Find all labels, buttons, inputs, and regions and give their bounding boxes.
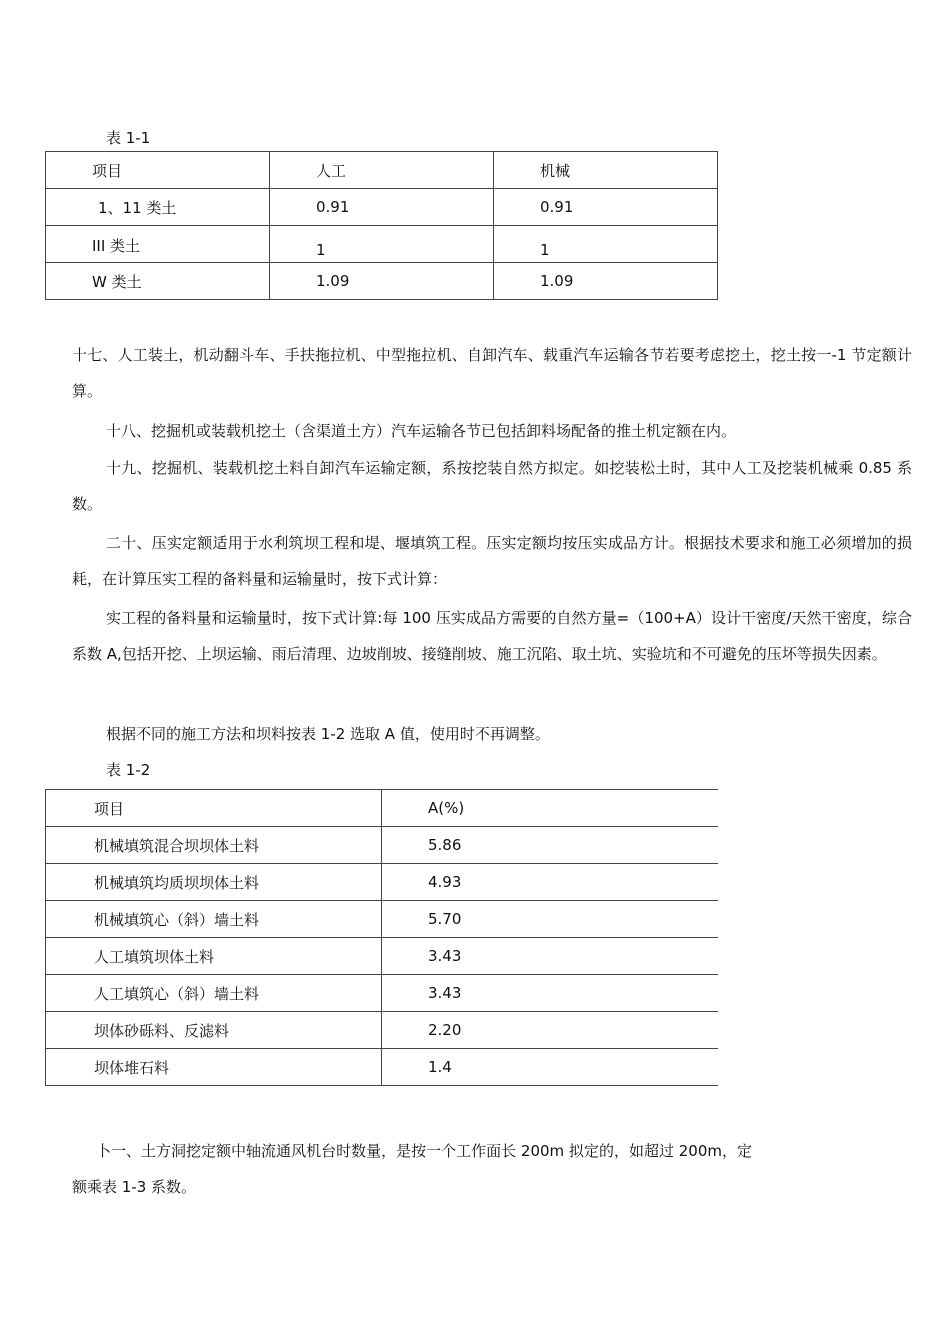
table-row [46, 901, 718, 938]
paragraph-20b: 实工程的备料量和运输量时，按下式计算:每 100 压实成品方需要的自然方量=（100+A）设计干密度/天然干密度，综合系数 A,包括开挖、上坝运输、雨后清理、边坡削坡、接缝削坡、施工沉陷、取土坑、实验坑和不可避免的压坏等损失因素。 [72, 609, 912, 663]
paragraph-19: 十九、挖掘机、装载机挖土料自卸汽车运输定额，系按挖装自然方拟定。如挖装松土时，其中人工及挖装机械乘 0.85 系数。 [72, 459, 912, 513]
table-cell: 人工填筑坝体土料 [46, 938, 382, 975]
table-cell: 2.20 [382, 1012, 718, 1049]
table-cell: 坝体堆石料 [46, 1049, 382, 1086]
table-cell: W 类土 [46, 263, 270, 300]
table-cell: 机械填筑均质坝坝体土料 [46, 864, 382, 901]
table-cell: 1 [270, 226, 494, 263]
table-row [46, 263, 718, 300]
table-row [46, 864, 718, 901]
table-row [46, 827, 718, 864]
table-header-row [46, 790, 718, 827]
table2-caption: 表 1-2 [106, 761, 151, 779]
header-cell: 机械 [494, 152, 718, 189]
table-cell: 机械填筑混合坝坝体土料 [46, 827, 382, 864]
paragraph-21: 卜一、土方洞挖定额中轴流通风机台时数量，是按一个工作面长 200m 拟定的，如超过 200m，定额乘表 1-3 系数。 [72, 1142, 752, 1196]
table-cell: 0.91 [494, 189, 718, 226]
paragraph-20: 二十、压实定额适用于水利筑坝工程和堤、堰填筑工程。压实定额均按压实成品方计。根据技术要求和施工必须增加的损耗，在计算压实工程的备料量和运输量时，按下式计算： [72, 534, 912, 588]
table-cell: 4.93 [382, 864, 718, 901]
table-1-1 [45, 151, 718, 300]
table-cell: 机械填筑心（斜）墙土料 [46, 901, 382, 938]
table-cell: 坝体砂砾料、反滤料 [46, 1012, 382, 1049]
table-row [46, 1049, 718, 1086]
table-cell: 0.91 [270, 189, 494, 226]
table-cell: 1.09 [494, 263, 718, 300]
paragraph-17: 十七、人工装土，机动翻斗车、手扶拖拉机、中型拖拉机、自卸汽车、载重汽车运输各节若要考虑挖土，挖土按一-1 节定额计算。 [72, 346, 912, 400]
table1-caption: 表 1-1 [106, 129, 151, 147]
table-row [46, 938, 718, 975]
paragraph-20c: 根据不同的施工方法和坝料按表 1-2 选取 A 值，使用时不再调整。 [106, 725, 550, 743]
table-cell: 3.43 [382, 975, 718, 1012]
header-cell: 项目 [46, 152, 270, 189]
table-cell: 人工填筑心（斜）墙土料 [46, 975, 382, 1012]
table-row [46, 975, 718, 1012]
header-cell: A(%) [382, 790, 718, 827]
paragraph-18: 十八、挖掘机或装载机挖土（含渠道土方）汽车运输各节已包括卸料场配备的推土机定额在内。 [106, 422, 737, 440]
table-cell: 1.09 [270, 263, 494, 300]
table-cell: III 类土 [46, 226, 270, 263]
header-cell: 人工 [270, 152, 494, 189]
table-row [46, 1012, 718, 1049]
table-cell: 5.86 [382, 827, 718, 864]
table-row [46, 226, 718, 263]
table-row [46, 189, 718, 226]
table-1-2 [45, 789, 718, 1086]
header-cell: 项目 [46, 790, 382, 827]
table-header-row [46, 152, 718, 189]
table-cell: 1 [494, 226, 718, 263]
table-cell: 1、11 类土 [46, 189, 270, 226]
table-cell: 5.70 [382, 901, 718, 938]
table-cell: 1.4 [382, 1049, 718, 1086]
table-cell: 3.43 [382, 938, 718, 975]
